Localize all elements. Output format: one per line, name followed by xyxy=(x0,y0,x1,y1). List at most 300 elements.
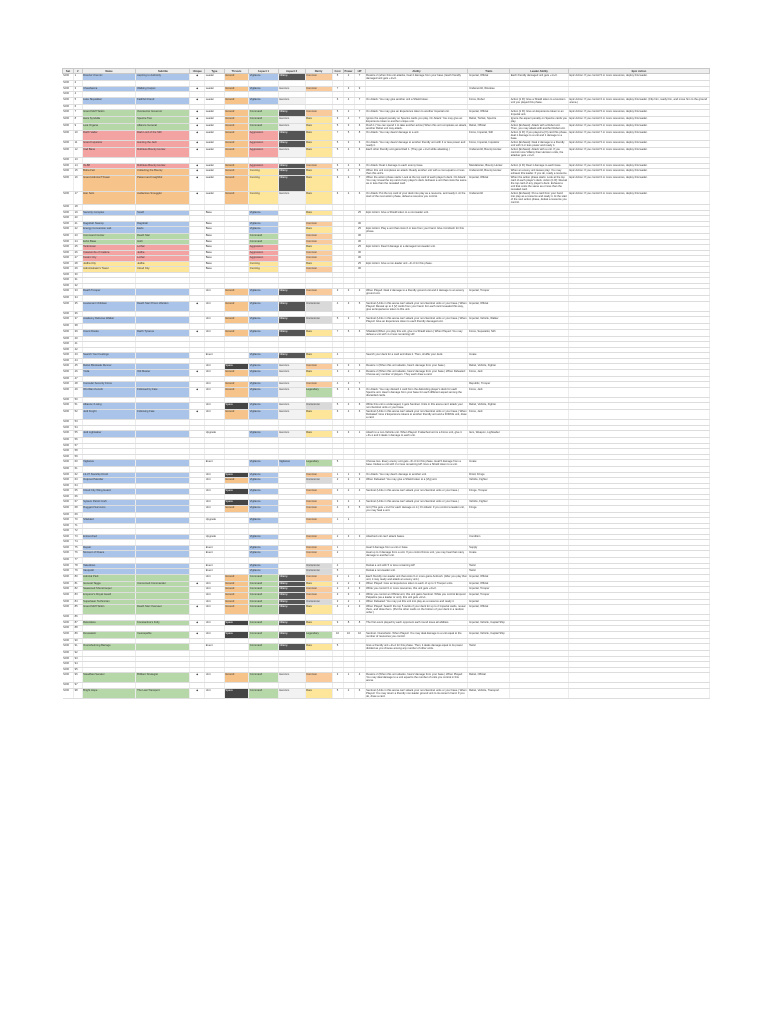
cell-set[interactable]: SOR xyxy=(63,267,74,273)
cell-ability[interactable]: When Defeated: You may put this unit into play as a resource and ready it. xyxy=(365,599,468,605)
cell-power[interactable]: 2 xyxy=(343,369,354,376)
cell-power[interactable]: 4 xyxy=(343,163,354,169)
cell-thrusts[interactable]: Ground xyxy=(224,141,249,148)
cell-aspect2[interactable]: Villainy xyxy=(278,110,305,117)
cell-cost[interactable]: 5 xyxy=(332,460,343,467)
cell-traits[interactable]: Imperial, Official xyxy=(468,581,510,587)
cell-traits[interactable]: Imperial, Official xyxy=(468,110,510,117)
cell-ability[interactable]: Sentinel (Units in this arena can't attack your non-Sentinel units or your base.) When Played: Reveal up to 4 [V] cards from your hand. For each card revealed this way, give an Experience token to this unit. xyxy=(366,301,467,311)
column-header[interactable]: Rarity xyxy=(305,69,332,74)
cell-name[interactable]: Han Solo xyxy=(82,192,136,205)
cell-hp[interactable]: 6 xyxy=(354,124,365,131)
cell-set[interactable]: SOR xyxy=(63,336,74,342)
cell-hp[interactable]: 3 xyxy=(354,534,365,540)
cell-subtitle[interactable]: Inescapable xyxy=(136,631,190,638)
cell-type[interactable]: Unit xyxy=(205,289,225,296)
cell-set[interactable]: SOR xyxy=(63,534,74,540)
cell-set[interactable]: SOR xyxy=(63,656,74,662)
cell-num[interactable]: 15 xyxy=(74,169,83,176)
cell-epic[interactable]: Epic Action: If you control 5 or more resources, deploy this leader. xyxy=(568,124,709,131)
cell-num[interactable]: 80 xyxy=(74,574,83,581)
cell-subtitle[interactable]: Eadu xyxy=(136,227,190,234)
cell-num[interactable]: 46 xyxy=(74,369,83,376)
cell-traits[interactable]: Innate xyxy=(468,460,510,467)
cell-traits[interactable]: Force, Jedi xyxy=(468,387,510,397)
cell-aspect2[interactable] xyxy=(278,505,305,512)
cell-thrusts[interactable]: Space xyxy=(224,688,249,698)
cell-thrusts[interactable]: Ground xyxy=(224,410,249,420)
cell-set[interactable]: SOR xyxy=(63,673,74,683)
cell-num[interactable]: 43 xyxy=(74,353,83,359)
cell-cost[interactable]: 1 xyxy=(332,472,343,478)
cell-unique[interactable]: ◆ xyxy=(190,581,205,587)
cell-hp[interactable]: 4 xyxy=(354,574,365,581)
cell-leader[interactable] xyxy=(510,289,569,296)
cell-num[interactable]: 39 xyxy=(74,329,83,336)
cell-hp[interactable]: 4 xyxy=(354,489,365,495)
cell-rarity[interactable]: Rare xyxy=(305,329,332,336)
cell-aspect2[interactable]: Villainy xyxy=(278,620,305,626)
cell-leader[interactable]: Action [1 R]: Deal 1 damage to each base. xyxy=(510,163,569,169)
cell-rarity[interactable]: Common xyxy=(305,534,332,540)
cell-epic[interactable] xyxy=(568,505,709,512)
cell-traits[interactable]: Imperial, Official xyxy=(468,176,510,192)
cell-subtitle[interactable]: Jedha xyxy=(136,250,190,256)
cell-aspect1[interactable]: Vigilance xyxy=(249,97,278,104)
cell-num[interactable]: 24 xyxy=(74,239,83,245)
cell-leader[interactable] xyxy=(510,631,569,638)
cell-power[interactable]: 2 xyxy=(343,500,354,506)
cell-num[interactable]: 18 xyxy=(74,205,83,211)
cell-num[interactable]: 36 xyxy=(74,311,83,317)
cell-name[interactable]: Dagobah Swamp xyxy=(82,221,136,227)
cell-type[interactable]: Upgrade xyxy=(205,431,225,438)
cell-cost[interactable]: 6 xyxy=(332,117,343,124)
cell-set[interactable]: SOR xyxy=(63,620,74,626)
cell-leader[interactable] xyxy=(510,460,569,467)
cell-aspect1[interactable]: Cunning xyxy=(249,261,278,267)
cell-traits[interactable]: Fringe, Trooper xyxy=(468,489,510,495)
cell-traits[interactable]: Innate xyxy=(468,551,510,558)
cell-name[interactable]: Tarkintown xyxy=(82,245,136,251)
cell-epic[interactable] xyxy=(568,688,709,698)
cell-subtitle[interactable]: Aspiring to Authority xyxy=(136,74,190,81)
cell-cost[interactable]: 5 xyxy=(332,688,343,698)
cell-ability[interactable]: Choose two. Every enemy unit gets –6/–0 for this phase. Heal 5 damage from a base. Defeat a unit with 3 or less remaining HP. Give a Shield token to a unit. xyxy=(365,460,468,467)
cell-aspect1[interactable]: Command xyxy=(249,688,278,698)
cell-num[interactable]: 52 xyxy=(74,410,83,420)
cell-unique[interactable]: ◆ xyxy=(190,192,205,205)
cell-rarity[interactable]: Common xyxy=(305,239,332,245)
cell-ability[interactable]: Sentinel (Units in this arena can't attack your non-Sentinel units or your base.) When Played: You may return a friendly non-leader ground unit to its owner's hand. If you do, draw a card. xyxy=(366,688,467,698)
cell-set[interactable]: SOR xyxy=(63,587,74,593)
cell-aspect2[interactable]: Heroism xyxy=(278,673,305,683)
cell-unique[interactable] xyxy=(190,551,205,558)
cell-leader[interactable]: Each friendly damaged unit gets +1/+0. xyxy=(510,74,569,81)
cell-aspect1[interactable]: Vigilance xyxy=(249,489,278,495)
cell-leader[interactable] xyxy=(510,688,569,698)
cell-num[interactable]: 93 xyxy=(74,656,83,662)
cell-rarity[interactable]: Common xyxy=(305,500,332,506)
cell-cost[interactable]: 5 xyxy=(332,110,343,117)
cell-set[interactable]: SOR xyxy=(63,239,74,245)
cell-num[interactable]: 25 xyxy=(74,245,83,251)
cell-set[interactable]: SOR xyxy=(63,283,74,289)
cell-num[interactable]: 21 xyxy=(74,221,83,227)
cell-subtitle[interactable] xyxy=(136,460,190,467)
cell-ability[interactable]: Give a friendly unit +2/+2 for this phase. Then, it deals damage equal to its power divided as you choose among any number of other units. xyxy=(365,644,468,651)
cell-num[interactable]: 81 xyxy=(74,581,83,587)
cell-set[interactable]: SOR xyxy=(63,529,74,535)
cell-num[interactable]: 68 xyxy=(74,505,83,512)
cell-name[interactable]: Kestro City xyxy=(82,256,136,262)
cell-epic[interactable] xyxy=(568,227,709,234)
cell-ability[interactable]: When Played: Deal 2 damage to a friendly ground unit and 2 damage to an enemy ground unit. xyxy=(365,289,468,296)
cell-epic[interactable] xyxy=(568,673,709,683)
card-row[interactable] xyxy=(63,124,710,131)
cell-set[interactable]: SOR xyxy=(63,605,74,615)
cell-thrusts[interactable] xyxy=(224,551,249,558)
cell-traits[interactable]: Rebel, Twi'lek, Spectre xyxy=(468,117,510,124)
cell-num[interactable]: 10 xyxy=(74,131,83,141)
cell-leader[interactable] xyxy=(510,410,569,420)
cell-aspect1[interactable]: Vigilance xyxy=(249,369,278,376)
cell-traits[interactable]: Underworld, Wookiee xyxy=(468,86,510,92)
cell-thrusts[interactable]: Ground xyxy=(224,289,249,296)
cell-num[interactable]: 42 xyxy=(74,347,83,353)
cell-traits[interactable]: Innate xyxy=(468,353,510,359)
cell-traits[interactable]: Rebel, Vehicle, Fighter xyxy=(468,364,510,370)
cell-num[interactable]: 64 xyxy=(74,483,83,489)
cell-leader[interactable] xyxy=(510,301,569,311)
cell-num[interactable]: 27 xyxy=(74,256,83,262)
cell-unique[interactable]: ◆ xyxy=(190,117,205,124)
cell-leader[interactable] xyxy=(510,227,569,234)
cell-aspect2[interactable]: Heroism xyxy=(278,688,305,698)
cell-thrusts[interactable]: Ground xyxy=(224,86,249,92)
cell-aspect2[interactable]: Heroism xyxy=(278,117,305,124)
cell-unique[interactable]: ◆ xyxy=(190,131,205,141)
cell-type[interactable]: Leader xyxy=(205,74,225,81)
cell-ability[interactable]: Epic Action: Deal 3 damage to a damaged non-leader unit. xyxy=(365,245,468,251)
cell-rarity[interactable]: Rare xyxy=(305,141,332,148)
cell-aspect1[interactable]: Command xyxy=(249,605,278,615)
cell-num[interactable]: 55 xyxy=(74,431,83,438)
cell-aspect1[interactable]: Vigilance xyxy=(249,74,278,81)
cell-subtitle[interactable]: Following Fate xyxy=(136,410,190,420)
cell-power[interactable]: 1 xyxy=(343,673,354,683)
cell-num[interactable]: 57 xyxy=(74,443,83,449)
cell-set[interactable]: SOR xyxy=(63,467,74,473)
cell-set[interactable]: SOR xyxy=(63,397,74,403)
cell-unique[interactable]: ◆ xyxy=(190,301,205,311)
cell-type[interactable]: Leader xyxy=(205,131,225,141)
cell-num[interactable]: 97 xyxy=(74,683,83,689)
cell-power[interactable]: 3 xyxy=(343,431,354,438)
cell-num[interactable]: 35 xyxy=(74,301,83,311)
cell-thrusts[interactable]: Ground xyxy=(224,110,249,117)
cell-name[interactable]: Vanquish xyxy=(82,569,136,575)
cell-type[interactable]: Base xyxy=(205,250,225,256)
cell-name[interactable]: Catacombs of Cadera xyxy=(82,250,136,256)
cell-rarity[interactable]: Common xyxy=(305,289,332,296)
cell-subtitle[interactable]: Death Star xyxy=(136,234,190,240)
cell-power[interactable]: 4 xyxy=(343,410,354,420)
card-row[interactable] xyxy=(63,673,710,683)
cell-ability[interactable]: Shielded (When you play this unit, give it a Shield token.) When Played: You may defeat a unit with 4 or less remaining HP. xyxy=(365,329,468,336)
cell-type[interactable]: Base xyxy=(205,261,225,267)
cell-leader[interactable] xyxy=(510,329,569,336)
cell-leader[interactable] xyxy=(510,431,569,438)
cell-aspect2[interactable]: Villainy xyxy=(278,581,305,587)
cell-hp[interactable] xyxy=(354,460,365,467)
cell-hp[interactable]: 7 xyxy=(354,176,365,192)
cell-thrusts[interactable]: Space xyxy=(224,403,249,410)
cell-epic[interactable]: Epic Action: If you control 6 or more resources, deploy this leader. xyxy=(568,117,709,124)
cell-traits[interactable]: Force, Jedi xyxy=(468,410,510,420)
cell-rarity[interactable]: Common xyxy=(305,489,332,495)
cell-hp[interactable]: 8 xyxy=(354,131,365,141)
cell-type[interactable]: Unit xyxy=(205,631,225,638)
cell-thrusts[interactable]: Space xyxy=(224,472,249,478)
cell-rarity[interactable]: Uncommon xyxy=(305,599,332,605)
cell-set[interactable]: SOR xyxy=(63,148,74,158)
cell-name[interactable]: Echo Base xyxy=(82,239,136,245)
cell-name[interactable]: Boba Fett xyxy=(82,169,136,176)
cell-ability[interactable]: Sentinel (Units in this arena can't attack your non-Sentinel units or your base.) xyxy=(365,489,468,495)
cell-subtitle[interactable]: Patient and Insightful xyxy=(136,176,190,192)
cell-cost[interactable]: 6 xyxy=(332,163,343,169)
card-row[interactable] xyxy=(63,505,710,512)
cell-aspect2[interactable]: Villainy xyxy=(278,289,305,296)
cell-cost[interactable]: 6 xyxy=(332,176,343,192)
cell-aspect1[interactable]: Vigilance xyxy=(249,227,278,234)
cell-unique[interactable] xyxy=(190,460,205,467)
cell-num[interactable]: 61 xyxy=(74,467,83,473)
cell-hp[interactable]: 6 xyxy=(354,403,365,410)
card-row[interactable] xyxy=(63,317,710,324)
cell-leader[interactable]: Action [1 R]: Give a Shield token to a Heroism unit you played this phase. xyxy=(510,97,569,104)
cell-set[interactable]: SOR xyxy=(63,431,74,438)
cell-set[interactable]: SOR xyxy=(63,540,74,546)
cell-power[interactable]: 4 xyxy=(343,97,354,104)
cell-set[interactable]: SOR xyxy=(63,97,74,104)
cell-cost[interactable]: 2 xyxy=(332,534,343,540)
cell-aspect2[interactable]: Villainy xyxy=(278,74,305,81)
card-row[interactable] xyxy=(63,369,710,376)
cell-num[interactable]: 28 xyxy=(74,261,83,267)
cell-thrusts[interactable]: Ground xyxy=(224,387,249,397)
cell-type[interactable]: Event xyxy=(205,569,225,575)
cell-ability[interactable]: Each friendly non-leader unit that costs 6 or more gains Ambush. (After you play that unit, it may ready and attack an enemy unit.) xyxy=(366,574,467,581)
cell-rarity[interactable]: Common xyxy=(305,163,332,169)
column-header[interactable]: Traits xyxy=(468,69,510,74)
cell-power[interactable]: 3 xyxy=(343,289,354,296)
cell-aspect1[interactable]: Cunning xyxy=(249,169,278,176)
cell-aspect1[interactable]: Vigilance xyxy=(249,500,278,506)
cell-ability[interactable]: Restore 2 (When this unit attacks, heal 2 damage from your base.) When Defeated: Choose any number of players. They each draw a card. xyxy=(365,369,468,376)
card-row[interactable] xyxy=(63,605,710,615)
cell-aspect1[interactable]: Command xyxy=(249,234,278,240)
cell-aspect2[interactable]: Villainy xyxy=(278,176,305,192)
cell-set[interactable]: SOR xyxy=(63,667,74,673)
column-header[interactable]: Epic Action xyxy=(568,69,709,74)
cell-aspect1[interactable]: Cunning xyxy=(249,192,278,205)
cell-ability[interactable]: Each other friendly unit gains Raid 1. (They get +1/+0 while attacking.) xyxy=(365,148,468,158)
cell-num[interactable]: 63 xyxy=(74,478,83,484)
cell-hp[interactable]: 4 xyxy=(354,673,365,683)
cell-aspect1[interactable]: Command xyxy=(249,117,278,124)
cell-rarity[interactable]: Rare xyxy=(305,353,332,359)
column-header[interactable]: # xyxy=(74,69,83,74)
cell-epic[interactable]: Epic Action: If you control 7 or more resources, deploy this leader. xyxy=(568,131,709,141)
cell-rarity[interactable]: Legendary xyxy=(305,631,332,638)
cell-cost[interactable]: 5 xyxy=(332,403,343,410)
cell-aspect2[interactable]: Villainy xyxy=(278,592,305,599)
cell-name[interactable]: Chewbacca xyxy=(82,86,136,92)
cell-subtitle[interactable] xyxy=(136,289,190,296)
cell-ability[interactable]: Restore 1 (When this unit attacks, heal 1 damage from your base.) xyxy=(365,364,468,370)
cell-hp[interactable]: 25 xyxy=(354,227,365,234)
cell-thrusts[interactable] xyxy=(224,227,249,234)
cell-set[interactable]: SOR xyxy=(63,216,74,222)
cell-unique[interactable]: ◆ xyxy=(190,387,205,397)
cell-type[interactable]: Event xyxy=(205,551,225,558)
cell-traits[interactable]: Force, Jedi xyxy=(468,369,510,376)
cell-aspect2[interactable]: Heroism xyxy=(278,364,305,370)
cell-set[interactable]: SOR xyxy=(63,558,74,564)
cell-set[interactable]: SOR xyxy=(63,599,74,605)
card-row[interactable] xyxy=(63,460,710,467)
cell-power[interactable]: 2 xyxy=(343,587,354,593)
cell-set[interactable]: SOR xyxy=(63,512,74,518)
cell-subtitle[interactable]: Scarif xyxy=(136,210,190,216)
cell-type[interactable]: Unit xyxy=(205,403,225,410)
cell-aspect1[interactable]: Command xyxy=(249,644,278,651)
cell-traits[interactable]: Imperial xyxy=(468,599,510,605)
cell-set[interactable]: SOR xyxy=(63,523,74,529)
cell-set[interactable]: SOR xyxy=(63,581,74,587)
cell-hp[interactable]: 6 xyxy=(354,141,365,148)
cell-num[interactable]: 37 xyxy=(74,317,83,324)
cell-ability[interactable]: Heal up to 3 damage from a unit. If you control Force unit, you may heal that many damage to another unit. xyxy=(365,551,468,558)
cell-aspect1[interactable]: Vigilance xyxy=(249,353,278,359)
cell-type[interactable]: Base xyxy=(205,256,225,262)
column-header[interactable]: HP xyxy=(354,69,365,74)
cell-aspect1[interactable]: Aggression xyxy=(249,131,278,141)
cell-aspect1[interactable]: Vigilance xyxy=(249,563,278,569)
cell-ability[interactable]: Ignore the aspect penalty on Spectre cards you play. On Attack: You may give an Experience token to another unique unit. xyxy=(365,117,468,124)
cell-subtitle[interactable]: Alliance General xyxy=(136,124,190,131)
cell-num[interactable]: 69 xyxy=(74,512,83,518)
cell-type[interactable]: Base xyxy=(205,221,225,227)
cell-type[interactable]: Unit xyxy=(205,574,225,581)
cell-set[interactable]: SOR xyxy=(63,163,74,169)
cell-set[interactable]: SOR xyxy=(63,454,74,460)
cell-rarity[interactable]: Common xyxy=(305,110,332,117)
cell-unique[interactable]: ◆ xyxy=(190,141,205,148)
cell-power[interactable]: 3 xyxy=(343,505,354,512)
cell-type[interactable]: Base xyxy=(205,210,225,216)
cell-num[interactable]: 17 xyxy=(74,192,83,205)
cell-cost[interactable]: 2 xyxy=(332,587,343,593)
cell-aspect2[interactable]: Heroism xyxy=(278,124,305,131)
cell-aspect2[interactable]: Villainy xyxy=(278,599,305,605)
cell-num[interactable]: 77 xyxy=(74,558,83,564)
cell-name[interactable]: Admiral Piett xyxy=(82,574,136,581)
cell-thrusts[interactable] xyxy=(224,644,249,651)
cell-subtitle[interactable] xyxy=(136,317,190,324)
cell-ability[interactable]: While you control an Official unit, this unit gains Sentinel. While you control Emperor Palpatine (as a leader or unit), this unit gets +0/+1. xyxy=(366,592,467,599)
cell-ability[interactable]: On Attack: You may deal 2 damage to a unit. xyxy=(365,131,468,141)
cell-type[interactable]: Leader xyxy=(205,148,225,158)
cell-num[interactable]: 74 xyxy=(74,540,83,546)
cell-traits[interactable]: Imperial, Official xyxy=(468,605,510,615)
cell-aspect2[interactable]: Villainy xyxy=(278,644,305,651)
cell-ability[interactable]: On Attack: Deal 1 damage to each enemy base. xyxy=(365,163,468,169)
cell-rarity[interactable]: Rare xyxy=(305,431,332,438)
cell-hp[interactable]: 6 xyxy=(354,387,365,397)
cell-num[interactable]: 16 xyxy=(74,176,83,192)
cell-name[interactable]: Rebel Blockade Runner xyxy=(82,364,136,370)
cell-set[interactable]: SOR xyxy=(63,250,74,256)
cell-unique[interactable]: ◆ xyxy=(190,169,205,176)
card-row[interactable] xyxy=(63,169,710,176)
cell-set[interactable]: SOR xyxy=(63,124,74,131)
cell-rarity[interactable]: Common xyxy=(305,673,332,683)
cell-unique[interactable]: ◆ xyxy=(190,176,205,192)
cell-cost[interactable]: 4 xyxy=(332,505,343,512)
cell-traits[interactable]: Tactic xyxy=(468,644,510,651)
cell-power[interactable]: 4 xyxy=(343,117,354,124)
cell-name[interactable]: Entrenched xyxy=(82,534,136,540)
cell-aspect2[interactable] xyxy=(278,551,305,558)
cell-cost[interactable]: 4 xyxy=(332,563,343,569)
cell-hp[interactable]: 6 xyxy=(354,192,365,205)
cell-type[interactable]: Unit xyxy=(205,500,225,506)
cell-type[interactable]: Leader xyxy=(205,86,225,92)
cell-thrusts[interactable]: Ground xyxy=(224,574,249,581)
cell-num[interactable]: 92 xyxy=(74,651,83,657)
cell-set[interactable]: SOR xyxy=(63,688,74,698)
column-header[interactable]: Unique xyxy=(190,69,205,74)
cell-cost[interactable]: 3 xyxy=(332,289,343,296)
cell-set[interactable]: SOR xyxy=(63,205,74,211)
cell-unique[interactable]: ◆ xyxy=(190,605,205,615)
cell-cost[interactable]: 3 xyxy=(332,599,343,605)
cell-type[interactable]: Unit xyxy=(205,410,225,420)
card-row[interactable] xyxy=(63,192,710,205)
cell-cost[interactable] xyxy=(332,227,343,234)
cell-subtitle[interactable] xyxy=(136,644,190,651)
cell-traits[interactable]: Imperial, Vehicle, Walker xyxy=(468,317,510,324)
cell-rarity[interactable]: Rare xyxy=(305,227,332,234)
cell-aspect1[interactable]: Vigilance xyxy=(249,505,278,512)
cell-num[interactable]: 48 xyxy=(74,382,83,388)
cell-rarity[interactable]: Rare xyxy=(305,581,332,587)
cell-name[interactable]: Hera Syndulla xyxy=(82,117,136,124)
cell-power[interactable]: 2 xyxy=(343,478,354,484)
cell-hp[interactable]: 4 xyxy=(354,500,365,506)
cell-ability[interactable]: On Attack: You may discard 1 card from the defending player's deck for each Spectre unit. Heal 1 damage from your base for each different aspect among the discarded cards. xyxy=(365,387,468,397)
cell-traits[interactable]: Rebel, Vehicle, Transport xyxy=(468,688,510,698)
cell-name[interactable]: Steadfast Senator xyxy=(82,673,136,683)
cell-name[interactable]: Jedha City xyxy=(82,261,136,267)
cell-traits[interactable]: Vehicle, Fighter xyxy=(468,500,510,506)
cell-thrusts[interactable]: Ground xyxy=(224,131,249,141)
cell-aspect1[interactable]: Vigilance xyxy=(249,86,278,92)
card-row[interactable] xyxy=(63,301,710,311)
